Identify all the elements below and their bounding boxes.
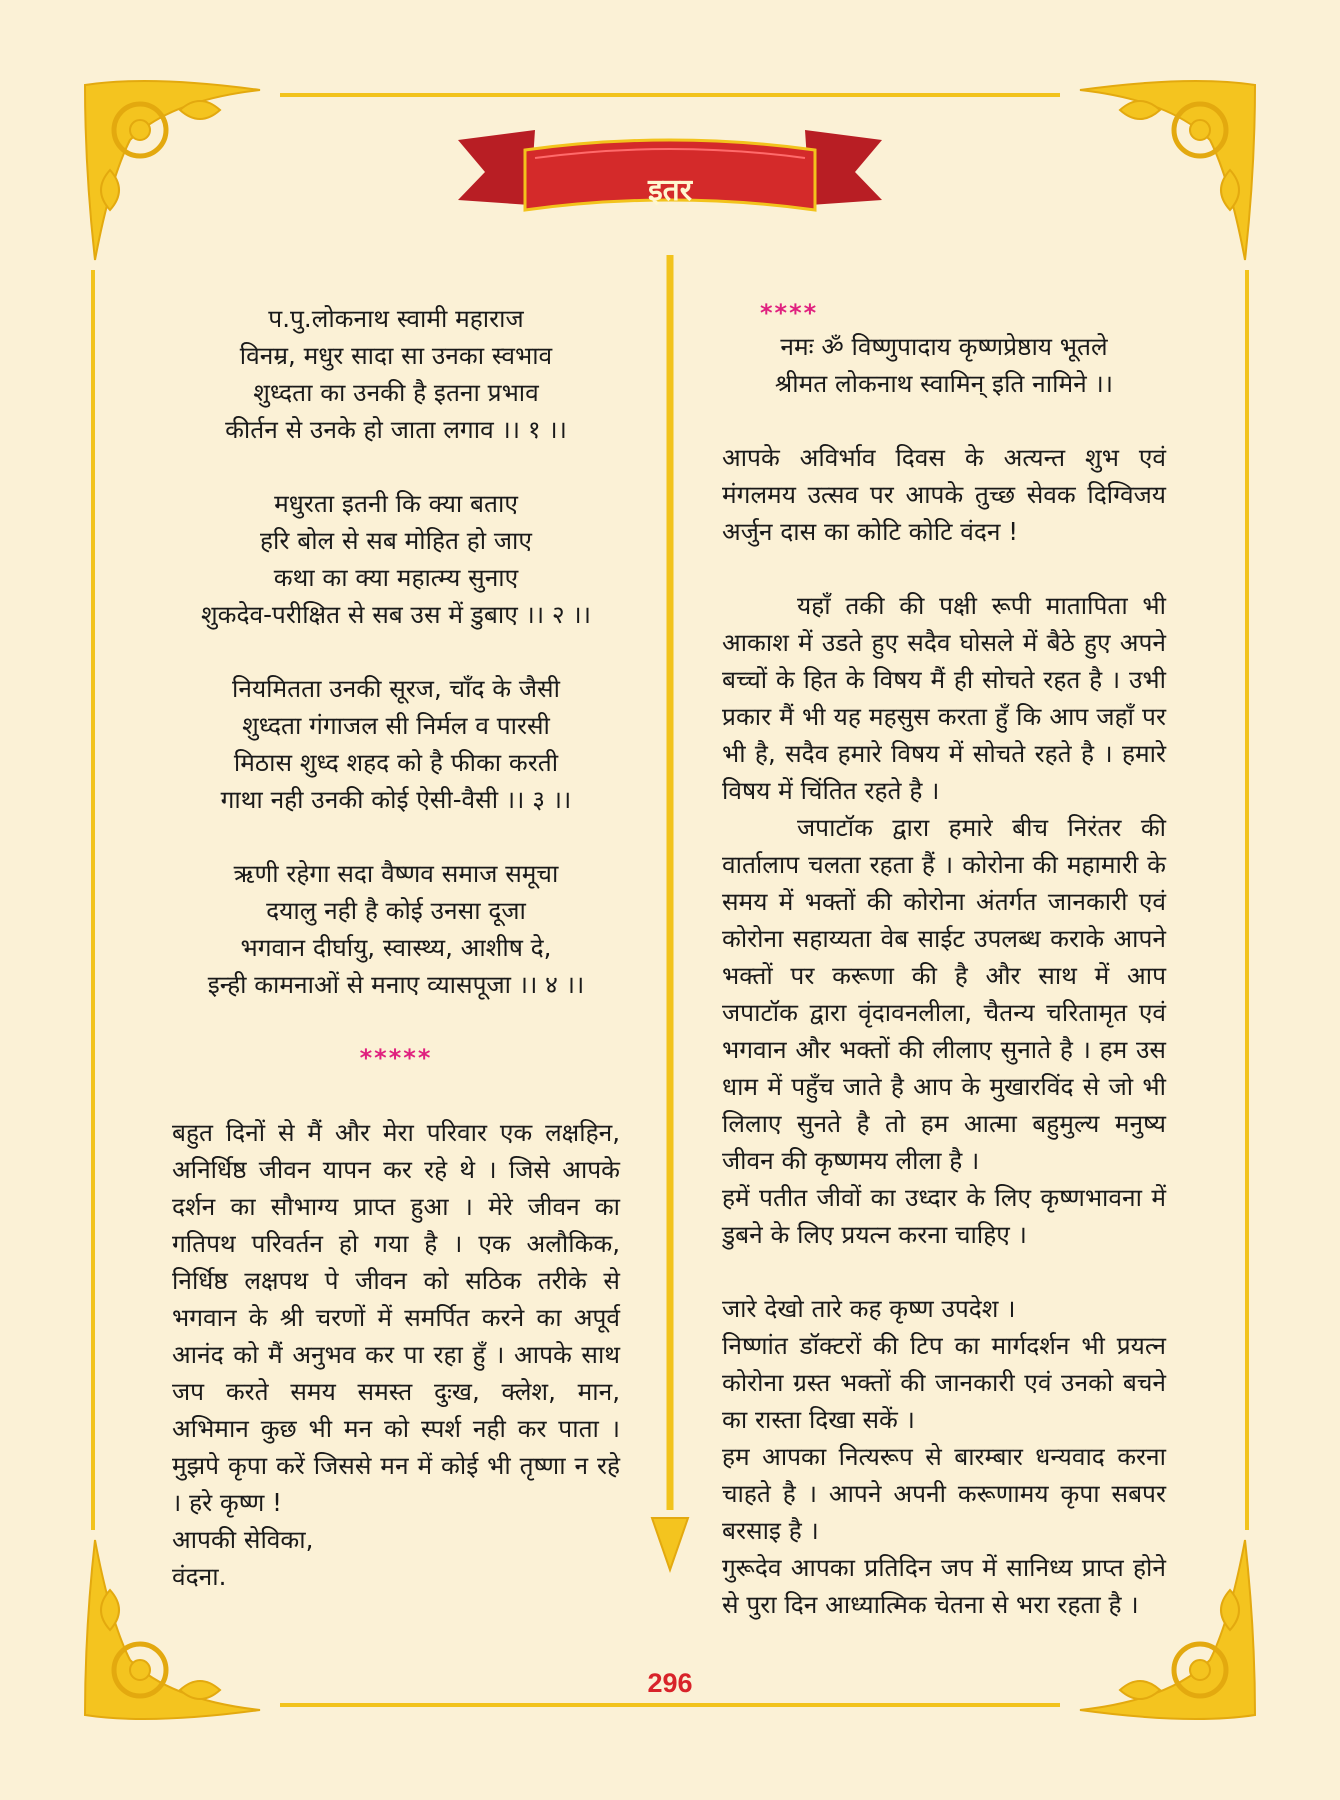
right-column — [722, 298, 1166, 1623]
paragraph: निष्णांत डॉक्टरों की टिप का मार्गदर्शन भी प्रयत्न कोरोना ग्रस्त भक्तों की जानकारी एवं उनको बचने का रास्ता दिखा सकें । — [722, 1331, 1166, 1434]
page-number: 296 — [647, 1668, 693, 1698]
paragraph: हम आपका नित्यरूप से बारम्बार धन्यवाद करना चाहते है । आपने अपनी करूणामय कृपा सबपर बरसाइ है । — [722, 1442, 1166, 1545]
poem-line: कथा का क्या महात्म्य सुनाए — [273, 563, 519, 592]
left-column — [172, 300, 620, 1595]
poem-line: इन्ही कामनाओं से मनाए व्यासपूजा ।। ४ ।। — [207, 970, 585, 999]
paragraph: यहाँ तकी की पक्षी रूपी मातापिता भी आकाश में उडते हुए सदैव घोसले में बैठे हुए अपने बच्चों के हित के विषय मैं ही सोचते रहत है । उभी प्रकार मैं भी यह महसुस करता हुँ कि आप जहाँ पर भी है, सदैव हमारे विषय में सोचते रहते है । हमारे विषय में चिंतित रहते है । — [722, 591, 1166, 805]
paragraph: गुरूदेव आपका प्रतिदिन जप में सानिध्य प्राप्त होने से पुरा दिन आध्यात्मिक चेतना से भरा रहता है । — [722, 1553, 1166, 1619]
poem-stanza-1 — [172, 300, 620, 448]
corner-ornament-top-left — [85, 81, 260, 260]
poem-line: हरि बोल से सब मोहित हो जाए — [260, 526, 532, 555]
paragraph: आपके अविर्भाव दिवस के अत्यन्त शुभ एवं मंगलमय उत्सव पर आपके तुच्छ सेवक दिग्विजय अर्जुन दास का कोटि कोटि वंदन ! — [722, 443, 1166, 546]
signoff: आपकी सेविका, — [172, 1525, 314, 1554]
signature: वंदना. — [172, 1562, 227, 1591]
corner-ornament-top-right — [1080, 81, 1255, 260]
poem-stanza-4 — [172, 855, 620, 1003]
paragraph: हमें पतीत जीवों का उध्दार के लिए कृष्णभावना में डुबने के लिए प्रयत्न करना चाहिए । — [722, 1183, 1166, 1249]
poem-stanza-3 — [172, 670, 620, 818]
poem-line: शुध्दता गंगाजल सी निर्मल व पारसी — [242, 711, 550, 740]
poem-line: शुकदेव-परीक्षित से सब उस में डुबाए ।। २ ।। — [200, 600, 592, 629]
poem-line: दयालु नही है कोई उनसा दूजा — [266, 896, 526, 925]
paragraph: जारे देखो तारे कह कृष्ण उपदेश । — [722, 1294, 1016, 1323]
poem-line: शुध्दता का उनकी है इतना प्रभाव — [253, 378, 539, 407]
poem-line: कीर्तन से उनके हो जाता लगाव ।। १ ।। — [225, 415, 567, 444]
mantra-line: नमः ॐ विष्णुपादाय कृष्णप्रेष्ठाय भूतले — [780, 332, 1108, 361]
center-divider — [652, 255, 688, 1570]
poem-line: विनम्र, मधुर सादा सा उनका स्वभाव — [239, 341, 553, 370]
section-divider-stars: ***** — [359, 1044, 433, 1072]
mantra-line: श्रीमत लोकनाथ स्वामिन् इति नामिने ।। — [774, 369, 1114, 398]
poem-line: मधुरता इतनी कि क्या बताए — [274, 489, 518, 518]
letter-body: बहुत दिनों से मैं और मेरा परिवार एक लक्षहिन, अनिर्धिष्ठ जीवन यापन कर रहे थे । जिसे आपके दर्शन का सौभाग्य प्राप्त हुआ । मेरे जीवन का गतिपथ परिवर्तन हो गया है । एक अलौकिक, निर्धिष्ठ लक्षपथ पे जीवन को सठिक तरीके से भगवान के श्री चरणों में समर्पित करने का अपूर्व आनंद को मैं अनुभव कर पा रहा हुँ । आपके साथ जप करते समय समस्त दुःख, क्लेश, मान, अभिमान कुछ भी मन को स्पर्श नही कर पाता । मुझपे कृपा करें जिससे मन में कोई भी तृष्णा न रहे । हरे कृष्ण ! — [172, 1118, 620, 1517]
poem-line: गाथा नही उनकी कोई ऐसी-वैसी ।। ३ ।। — [220, 785, 572, 814]
page-title: इतर — [647, 173, 693, 208]
poem-line: ऋणी रहेगा सदा वैष्णव समाज समूचा — [233, 859, 559, 888]
poem-line: नियमितता उनकी सूरज, चाँद के जैसी — [232, 674, 560, 703]
paragraph: जपाटॉक द्वारा हमारे बीच निरंतर की वार्तालाप चलता रहता हैं । कोरोना की महामारी के समय में भक्तों की कोरोना अंतर्गत जानकारी एवं कोरोना सहाय्यता वेब साईट उपलब्ध कराके आपने भक्तों पर करूणा की है और साथ में आप जपाटॉक द्वारा वृंदावनलीला, चैतन्य चरितामृत एवं भगवान और भक्तों की लीलाए सुनाते है । हम उस धाम में पहुँच जाते है आप के मुखारविंद से जो भी लिलाए सुनते है तो हम आत्मा बहुमुल्य मनुष्य जीवन की कृष्णमय लीला है । — [722, 813, 1166, 1175]
poem-stanza-2 — [172, 485, 620, 633]
mantra — [722, 328, 1166, 402]
poem-line: मिठास शुध्द शहद को है फीका करती — [233, 748, 559, 777]
section-divider-stars: **** — [760, 299, 819, 327]
poem-line: भगवान दीर्घायु, स्वास्थ्य, आशीष दे, — [240, 933, 552, 962]
poem-line: प.पु.लोकनाथ स्वामी महाराज — [268, 304, 524, 333]
